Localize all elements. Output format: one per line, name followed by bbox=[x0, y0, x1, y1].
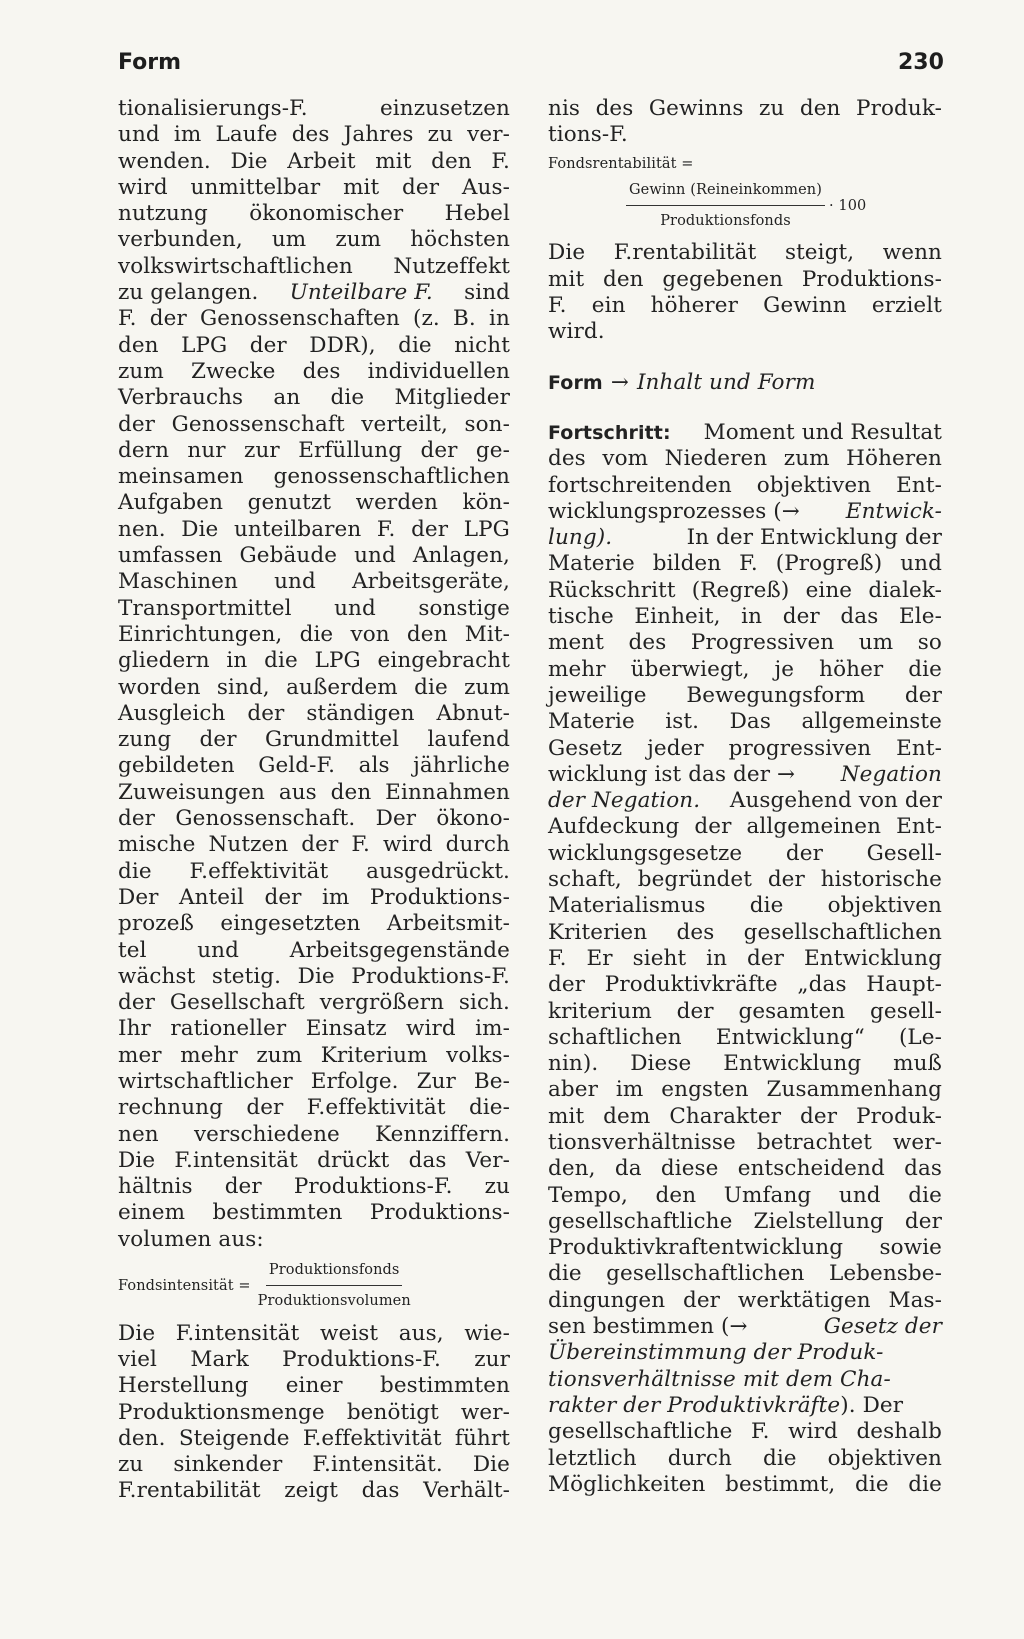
text-line: Aufdeckung der allgemeinen Ent- bbox=[548, 814, 942, 840]
text-line: Die F.intensität weist aus, wie- bbox=[118, 1320, 510, 1346]
text-line: wird. bbox=[548, 319, 605, 345]
text-line: die gesellschaftlichen Lebensbe- bbox=[548, 1261, 942, 1287]
text-line: des vom Niederen zum Höheren bbox=[548, 446, 942, 472]
formula-fondsintensitaet bbox=[118, 1257, 510, 1315]
text-line: der Genossenschaft. Der ökono- bbox=[118, 806, 510, 832]
right-column bbox=[548, 96, 942, 1498]
text-line: nin). Diese Entwicklung muß bbox=[548, 1051, 942, 1077]
text-line: Der Anteil der im Produktions- bbox=[118, 884, 510, 910]
text-line: wird unmittelbar mit der Aus- bbox=[118, 174, 510, 200]
text-line: kriterium der gesamten gesell- bbox=[548, 998, 942, 1024]
arrow-icon: → bbox=[610, 369, 629, 395]
text-line: letztlich durch die objektiven bbox=[548, 1445, 942, 1471]
text-line: Ihr rationeller Einsatz wird im- bbox=[118, 1016, 510, 1042]
text-line: gliedern in die LPG eingebracht bbox=[118, 648, 510, 674]
text-line: umfassen Gebäude und Anlagen, bbox=[118, 543, 510, 569]
entry-reference: Inhalt und Form bbox=[636, 369, 816, 395]
text-line: mehr überwiegt, je höher die bbox=[548, 656, 942, 682]
text-line: dingungen der werktätigen Mas- bbox=[548, 1287, 942, 1313]
text-line: nis des Gewinns zu den Produk- bbox=[548, 96, 942, 121]
text-line: dern nur zur Erfüllung der ge- bbox=[118, 437, 510, 463]
text-line: Gesetz jeder progressiven Ent- bbox=[548, 735, 942, 761]
text-line: Verbrauchs an die Mitglieder bbox=[118, 385, 510, 411]
text-line: Produktionsmenge benötigt wer- bbox=[118, 1399, 510, 1425]
text-line: tionsverhältnisse betrachtet wer- bbox=[548, 1129, 942, 1155]
text-line: Transportmittel und sonstige bbox=[118, 595, 510, 621]
text-line: lung). In der Entwicklung der bbox=[548, 525, 942, 551]
text-line: nutzung ökonomischer Hebel bbox=[118, 201, 510, 227]
text-line: zu gelangen. Unteilbare F. sind bbox=[118, 280, 510, 306]
text-line: viel Mark Produktions-F. zur bbox=[118, 1346, 510, 1372]
entry-term: Fortschritt: bbox=[548, 421, 671, 444]
text-line: ment des Progressiven um so bbox=[548, 630, 942, 656]
text-line: F.rentabilität zeigt das Verhält- bbox=[118, 1478, 510, 1504]
text-line: den, da diese entscheidend das bbox=[548, 1156, 942, 1182]
text-line: wächst stetig. Die Produktions-F. bbox=[118, 963, 510, 989]
text-line: der Negation. Ausgehend von der bbox=[548, 788, 942, 814]
text-line: zum Zwecke des individuellen bbox=[118, 358, 510, 384]
entry-fortschritt-first-line: Fortschritt: Moment und Resultat bbox=[548, 419, 942, 445]
text-line: tionsverhältnisse mit dem Cha- bbox=[548, 1366, 891, 1392]
formula-numerator: Produktionsfonds bbox=[266, 1257, 403, 1286]
text-line: volkswirtschaftlichen Nutzeffekt bbox=[118, 253, 510, 279]
formula-denominator: Produktionsvolumen bbox=[257, 1293, 411, 1310]
text-line: Möglichkeiten bestimmt, die die bbox=[548, 1471, 942, 1497]
text-line: Rückschritt (Regreß) eine dialek- bbox=[548, 577, 942, 603]
text-line: Materie bilden F. (Progreß) und bbox=[548, 551, 942, 577]
text-line: Produktivkraftentwicklung sowie bbox=[548, 1235, 942, 1261]
text-line: Ausgleich der ständigen Abnut- bbox=[118, 700, 510, 726]
text-line: gesellschaftliche F. wird deshalb bbox=[548, 1419, 942, 1445]
text-line: mit den gegebenen Produktions- bbox=[548, 266, 942, 292]
text-line: sen bestimmen (→ Gesetz der bbox=[548, 1314, 942, 1340]
text-line: wicklungsgesetze der Gesell- bbox=[548, 840, 942, 866]
formula-label: Fondsrentabilität = bbox=[548, 155, 694, 172]
text-line: wirtschaftlicher Erfolge. Zur Be- bbox=[118, 1068, 510, 1094]
text-line: volumen aus: bbox=[118, 1226, 264, 1252]
formula-factor: · 100 bbox=[828, 197, 867, 214]
formula-denominator: Produktionsfonds bbox=[660, 213, 791, 230]
text-line: gesellschaftliche Zielstellung der bbox=[548, 1208, 942, 1234]
text-line: verbunden, um zum höchsten bbox=[118, 227, 510, 253]
text-line: tel und Arbeitsgegenstände bbox=[118, 937, 510, 963]
text-line: aber im engsten Zusammenhang bbox=[548, 1077, 942, 1103]
text-line: mer mehr zum Kriterium volks- bbox=[118, 1042, 510, 1068]
text-line: tische Einheit, in der das Ele- bbox=[548, 604, 942, 630]
text-line: Materie ist. Das allgemeinste bbox=[548, 709, 942, 735]
text-line: Materialismus die objektiven bbox=[548, 893, 942, 919]
text-line: fortschreitenden objektiven Ent- bbox=[548, 472, 942, 498]
text-line: zung der Grundmittel laufend bbox=[118, 727, 510, 753]
text-line: der Produktivkräfte „das Haupt- bbox=[548, 972, 942, 998]
text-line: Herstellung einer bestimmten bbox=[118, 1373, 510, 1399]
text-line: Übereinstimmung der Produk- bbox=[548, 1340, 884, 1366]
text-line: wenden. Die Arbeit mit den F. bbox=[118, 148, 510, 174]
text-line: der Genossenschaft verteilt, son- bbox=[118, 411, 510, 437]
text-line: prozeß eingesetzten Arbeitsmit- bbox=[118, 911, 510, 937]
text-line: Aufgaben genutzt werden kön- bbox=[118, 490, 510, 516]
text-line: schaft, begründet der historische bbox=[548, 867, 942, 893]
text-line: zu sinkender F.intensität. Die bbox=[118, 1452, 510, 1478]
formula-numerator: Gewinn (Reineinkommen) bbox=[626, 177, 825, 206]
formula-label: Fondsintensität = bbox=[118, 1277, 251, 1294]
text-line: der Gesellschaft vergrößern sich. bbox=[118, 990, 510, 1016]
text-line: Zuweisungen aus den Einnahmen bbox=[118, 779, 510, 805]
text-line: Maschinen und Arbeitsgeräte, bbox=[118, 569, 510, 595]
text-line: rakter der Produktivkräfte). Der bbox=[548, 1392, 904, 1418]
entry-term: Form bbox=[548, 371, 603, 394]
text-line: gebildeten Geld-F. als jährliche bbox=[118, 753, 510, 779]
formula-fondsrentabilitaet bbox=[548, 153, 942, 177]
text-line: schaftlichen Entwicklung“ (Le- bbox=[548, 1024, 942, 1050]
text-line: meinsamen genossenschaftlichen bbox=[118, 464, 510, 490]
text-line: tions-F. bbox=[548, 122, 628, 148]
text-line: Tempo, den Umfang und die bbox=[548, 1182, 942, 1208]
text-line: wicklungsprozesses (→ Entwick- bbox=[548, 498, 942, 524]
entry-form bbox=[548, 370, 942, 396]
text-line: Kriterien des gesellschaftlichen bbox=[548, 919, 942, 945]
text-line: worden sind, außerdem die zum bbox=[118, 674, 510, 700]
text-line: Einrichtungen, die von den Mit- bbox=[118, 621, 510, 647]
text-line: einem bestimmten Produktions- bbox=[118, 1200, 510, 1226]
text-line: mische Nutzen der F. wird durch bbox=[118, 832, 510, 858]
text-line: Die F.rentabilität steigt, wenn bbox=[548, 240, 942, 266]
text-line: den LPG der DDR), die nicht bbox=[118, 332, 510, 358]
text-line: F. der Genossenschaften (z. B. in bbox=[118, 306, 510, 332]
text-line: rechnung der F.effektivität die- bbox=[118, 1095, 510, 1121]
text-line: tionalisierungs-F. einzusetzen bbox=[118, 96, 510, 121]
text-line: den. Steigende F.effektivität führt bbox=[118, 1425, 510, 1451]
left-column bbox=[118, 96, 510, 1505]
text-line: Die F.intensität drückt das Ver- bbox=[118, 1147, 510, 1173]
text-line: und im Laufe des Jahres zu ver- bbox=[118, 122, 510, 148]
page-number: 230 bbox=[898, 50, 944, 75]
formula-fraction bbox=[622, 177, 942, 235]
text-line: F. Er sieht in der Entwicklung bbox=[548, 945, 942, 971]
text-line: nen verschiedene Kennziffern. bbox=[118, 1121, 510, 1147]
text-line: mit dem Charakter der Produk- bbox=[548, 1103, 942, 1129]
text-line: hältnis der Produktions-F. zu bbox=[118, 1174, 510, 1200]
text-line: F. ein höherer Gewinn erzielt bbox=[548, 293, 942, 319]
text-line: die F.effektivität ausgedrückt. bbox=[118, 858, 510, 884]
text-line: jeweilige Bewegungsform der bbox=[548, 682, 942, 708]
text-line: wicklung ist das der → Negation bbox=[548, 761, 942, 787]
running-head-title: Form bbox=[118, 50, 182, 75]
text-line: nen. Die unteilbaren F. der LPG bbox=[118, 516, 510, 542]
